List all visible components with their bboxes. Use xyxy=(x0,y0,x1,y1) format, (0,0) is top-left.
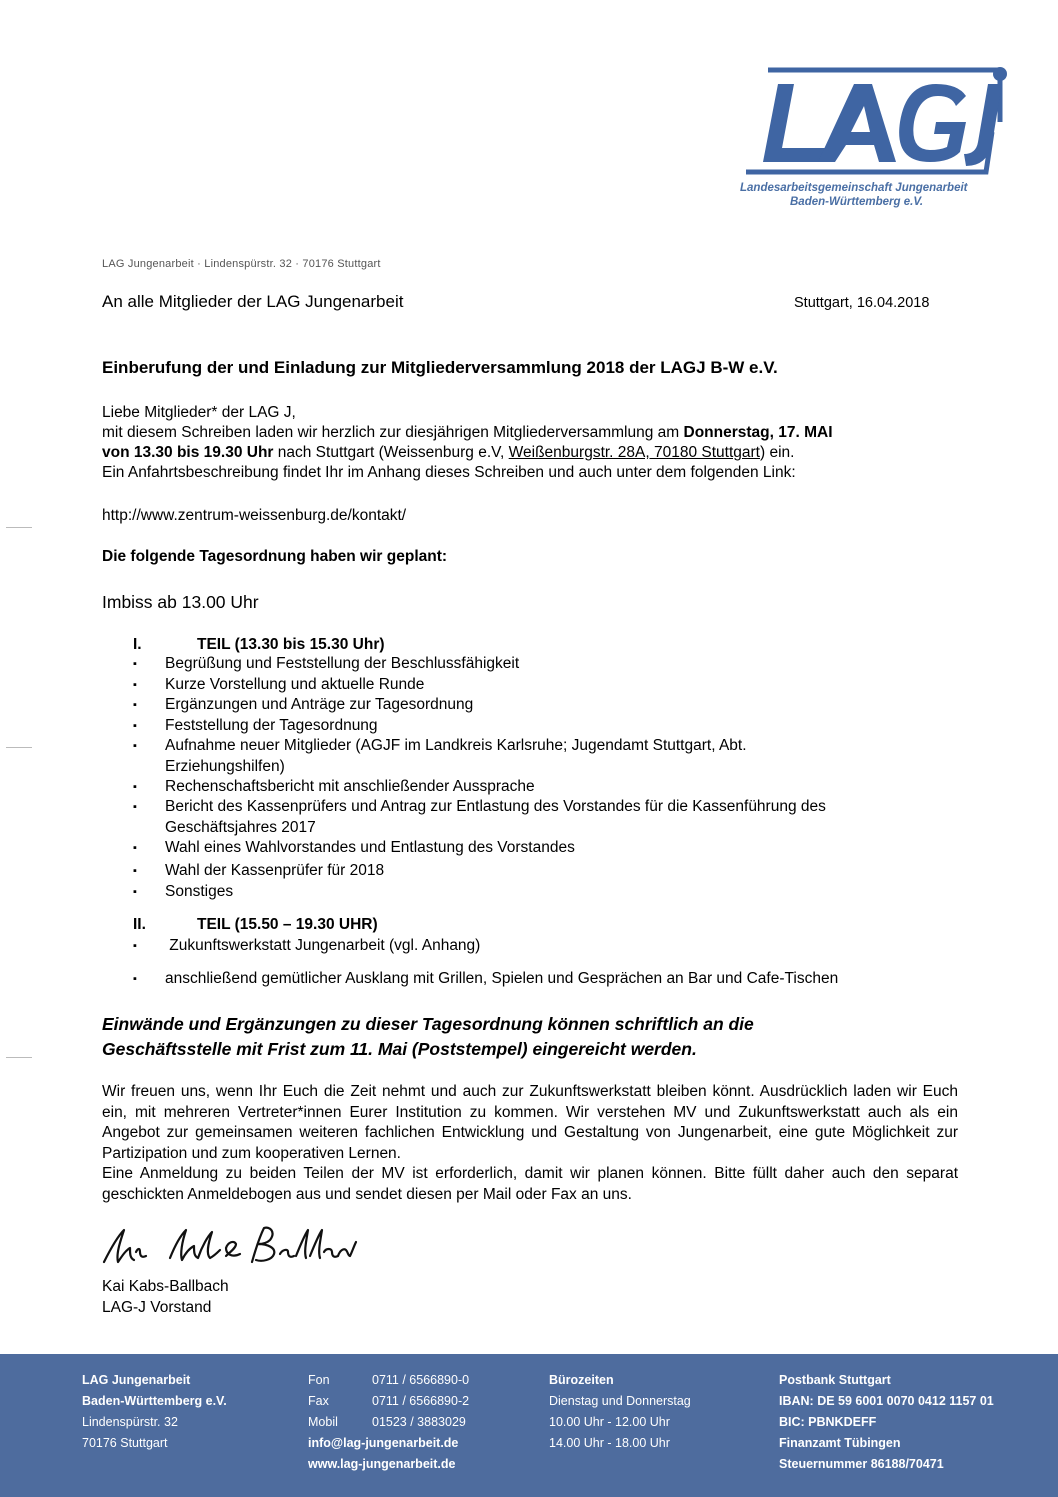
part2-title: TEIL (15.50 – 19.30 UHR) xyxy=(197,916,378,933)
directions-link[interactable]: http://www.zentrum-weissenburg.de/kontakt/ xyxy=(102,507,407,524)
footer-bank xyxy=(779,1370,994,1475)
bullet-icon: ▪ xyxy=(133,679,137,691)
fold-mark-top xyxy=(6,527,32,528)
list-item: Rechenschaftsbericht mit anschließender Aussprache xyxy=(165,778,535,795)
footer-office-hours xyxy=(549,1370,691,1454)
greeting: Liebe Mitglieder* der LAG J, xyxy=(102,404,296,421)
fold-mark-bottom xyxy=(6,1057,32,1058)
venue-end: ) ein. xyxy=(759,444,795,461)
bullet-icon: ▪ xyxy=(133,886,137,898)
footer-fax: 0711 / 6566890-2 xyxy=(372,1394,470,1408)
list-item: Begrüßung und Feststellung der Beschlussfähigkeit xyxy=(165,655,520,672)
footer-email[interactable]: info@lag-jungenarbeit.de xyxy=(308,1436,459,1450)
recipient: An alle Mitglieder der LAG Jungenarbeit xyxy=(102,292,404,311)
footer-iban: IBAN: DE 59 6001 0070 0412 1157 01 xyxy=(779,1394,994,1408)
list-item: Feststellung der Tagesordnung xyxy=(165,717,378,734)
org-name-line1: Landesarbeitsgemeinschaft Jungenarbeit xyxy=(740,182,968,194)
closing-paragraph: Wir freuen uns, wenn Ihr Euch die Zeit nehmt und auch zur Zukunftswerkstatt bleiben könnt. Ausdrücklich laden wir Euch ein, mit mehreren Vertreter*innen Eurer Institution zu kommen. Wir verstehen MV und Zukunftswerkstatt auch als ein Angebot zur gemeinsamen weiteren fachlichen Entwicklung und Gestaltung von Jungenarbeit, eine gute Möglichkeit zur Partizipation und zum kooperativen Lernen. xyxy=(102,1083,958,1162)
list-item: anschließend gemütlicher Ausklang mit Grillen, Spielen und Gesprächen an Bar und Cafe-Tischen xyxy=(165,970,839,987)
footer-hours-afternoon: 14.00 Uhr - 18.00 Uhr xyxy=(549,1436,670,1450)
footer-contact-values xyxy=(372,1370,469,1433)
signatory-role: LAG-J Vorstand xyxy=(102,1299,212,1316)
bullet-icon: ▪ xyxy=(133,973,137,985)
part1-title: TEIL (13.30 bis 15.30 Uhr) xyxy=(197,636,385,653)
footer-phone-label: Fon xyxy=(308,1373,330,1387)
footer-website[interactable]: www.lag-jungenarbeit.de xyxy=(308,1457,456,1471)
lagj-logo-graphic xyxy=(738,62,1014,177)
registration-paragraph: Eine Anmeldung zu beiden Teilen der MV ist erforderlich, damit wir planen können. Bitte füllt daher auch den separat geschickten Anmeldebogen aus und sendet diesen per Mail oder Fax an uns. xyxy=(102,1165,958,1203)
footer-org-region: Baden-Württemberg e.V. xyxy=(82,1394,227,1408)
bullet-icon: ▪ xyxy=(133,940,137,952)
footer-tax-number: Steuernummer 86188/70471 xyxy=(779,1457,944,1471)
footer-phone: 0711 / 6566890-0 xyxy=(372,1373,470,1387)
bullet-icon: ▪ xyxy=(133,720,137,732)
footer-hours-title: Bürozeiten xyxy=(549,1373,614,1387)
invitation-line xyxy=(102,423,962,443)
venue-address: Weißenburgstr. 28A, 70180 Stuttgart xyxy=(508,444,760,461)
footer-bic: BIC: PBNKDEFF xyxy=(779,1415,877,1429)
meeting-date: Donnerstag, 17. MAI xyxy=(683,424,833,441)
subject-line: Einberufung der und Einladung zur Mitgliederversammlung 2018 der LAGJ B-W e.V. xyxy=(102,358,778,377)
directions-line: Ein Anfahrtsbeschreibung findet Ihr im Anhang dieses Schreiben und auch unter dem folgenden Link: xyxy=(102,464,796,481)
bullet-icon: ▪ xyxy=(133,781,137,793)
list-item: Ergänzungen und Anträge zur Tagesordnung xyxy=(165,696,474,713)
invitation-text: mit diesem Schreiben laden wir herzlich zur diesjährigen Mitgliederversammlung am xyxy=(102,424,684,441)
footer-bank-name: Postbank Stuttgart xyxy=(779,1373,891,1387)
venue-text: nach Stuttgart (Weissenburg e.V, xyxy=(273,444,509,461)
footer-street: Lindenspürstr. 32 xyxy=(82,1415,178,1429)
agenda-heading: Die folgende Tagesordnung haben wir geplant: xyxy=(102,548,448,565)
meeting-time: von 13.30 bis 19.30 Uhr xyxy=(102,444,274,461)
part1-number: I. xyxy=(133,636,142,653)
sender-address-line: LAG Jungenarbeit · Lindenspürstr. 32 · 70176 Stuttgart xyxy=(102,258,381,270)
footer-mobile-label: Mobil xyxy=(308,1415,338,1429)
bullet-icon: ▪ xyxy=(133,801,137,813)
footer-mobile: 01523 / 3883029 xyxy=(372,1415,466,1429)
part2-number: II. xyxy=(133,916,146,933)
list-item: Wahl eines Wahlvorstandes und Entlastung des Vorstandes xyxy=(165,839,575,856)
list-item: Bericht des Kassenprüfers und Antrag zur Entlastung des Vorstandes für die Kassenführung des Geschäftsjahres 2017 xyxy=(165,798,826,836)
footer-address xyxy=(82,1370,227,1454)
org-name-line2: Baden-Württemberg e.V. xyxy=(790,196,924,208)
footer-tax-office: Finanzamt Tübingen xyxy=(779,1436,901,1450)
bullet-icon: ▪ xyxy=(133,740,137,752)
list-item: Zukunftswerkstatt Jungenarbeit (vgl. Anhang) xyxy=(165,937,481,954)
footer-online xyxy=(308,1433,458,1475)
footer-city: 70176 Stuttgart xyxy=(82,1436,168,1450)
list-item: Aufnahme neuer Mitglieder (AGJF im Landkreis Karlsruhe; Jugendamt Stuttgart, Abt. Erziehungshilfen) xyxy=(165,737,747,775)
footer-fax-label: Fax xyxy=(308,1394,329,1408)
footer-org-name: LAG Jungenarbeit xyxy=(82,1373,191,1387)
footer-contact-labels xyxy=(308,1370,338,1433)
list-item: Wahl der Kassenprüfer für 2018 xyxy=(165,862,385,879)
intro-paragraph xyxy=(102,403,962,483)
bullet-icon: ▪ xyxy=(133,658,137,670)
footer-contact-bar xyxy=(0,1354,1058,1497)
venue-line xyxy=(102,443,962,463)
objection-notice: Einwände und Ergänzungen zu dieser Tagesordnung können schriftlich an die Geschäftsstelle mit Frist zum 11. Mai (Poststempel) eingereicht werden. xyxy=(102,1014,754,1059)
handwritten-signature xyxy=(100,1222,360,1272)
signatory-name: Kai Kabs-Ballbach xyxy=(102,1278,229,1295)
footer-hours-morning: 10.00 Uhr - 12.00 Uhr xyxy=(549,1415,670,1429)
letter-date: Stuttgart, 16.04.2018 xyxy=(794,295,930,311)
bullet-icon: ▪ xyxy=(133,865,137,877)
list-item: Sonstiges xyxy=(165,883,234,900)
footer-hours-days: Dienstag und Donnerstag xyxy=(549,1394,691,1408)
fold-mark-middle xyxy=(6,747,32,748)
snack-time: Imbiss ab 13.00 Uhr xyxy=(102,592,259,612)
list-item: Kurze Vorstellung und aktuelle Runde xyxy=(165,676,425,693)
bullet-icon: ▪ xyxy=(133,699,137,711)
lagj-logo xyxy=(738,62,1014,212)
bullet-icon: ▪ xyxy=(133,842,137,854)
